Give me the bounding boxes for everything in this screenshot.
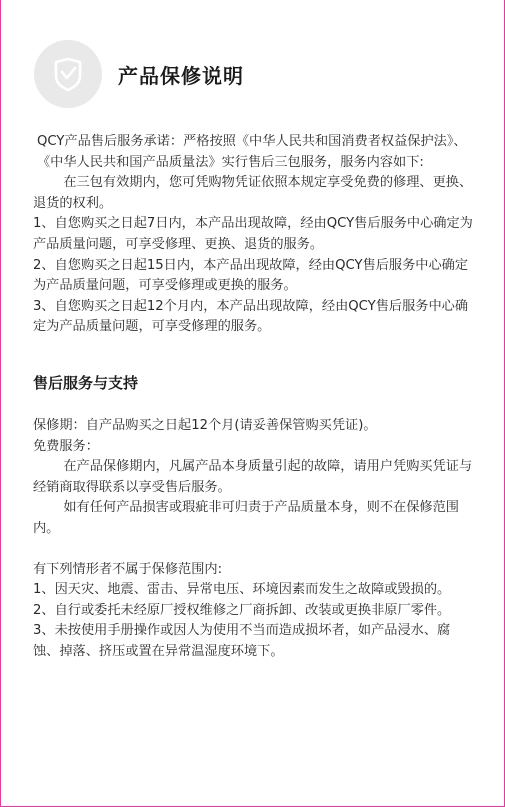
commitment-item: 3、自您购买之日起12个月内，本产品出现故障，经由QCY售后服务中心确定为产品质量问题，可享受修理的服务。	[33, 298, 469, 335]
commitment-lead: 在三包有效期内，您可凭购物凭证依照本规定享受免费的修理、更换、退货的权利。	[33, 175, 473, 211]
exclusion-item: 2、自行或委托未经原厂授权维修之厂商拆卸、改装或更换非原厂零件。	[33, 602, 451, 618]
shield-check-icon	[34, 40, 102, 108]
exclusion-item: 1、因天灾、地震、雷击、异常电压、环境因素而发生之故障或毁损的。	[33, 582, 451, 598]
exclusion-intro: 有下列情形者不属于保修范围内:	[33, 561, 223, 577]
section-title: 售后服务与支持	[33, 373, 139, 392]
free-service-label: 免费服务：	[33, 438, 99, 454]
exclusion-item: 3、未按使用手册操作或因人为使用不当而造成损坏者，如产品浸水、腐蚀、掉落、挤压或置在异常温湿度环境下。	[33, 623, 451, 659]
page-header	[34, 40, 244, 108]
warranty-period: 保修期：自产品购买之日起12个月(请妥善保管购买凭证)。	[33, 417, 377, 433]
commitment-item: 2、自您购买之日起15日内，本产品出现故障，经由QCY售后服务中心确定为产品质量问题，可享受修理或更换的服务。	[33, 257, 469, 294]
free-service-paragraph: 如有任何产品损害或瑕疵非可归责于产品质量本身，则不在保修范围内。	[33, 500, 459, 536]
page-title: 产品保修说明	[118, 63, 244, 88]
commitment-intro: QCY产品售后服务承诺：严格按照《中华人民共和国消费者权益保护法》、《中华人民共和国产品质量法》实行售后三包服务，服务内容如下:	[37, 134, 467, 170]
warranty-content	[33, 132, 473, 662]
free-service-paragraph: 在产品保修期内，凡属产品本身质量引起的故障，请用户凭购买凭证与经销商取得联系以享受售后服务。	[33, 459, 473, 495]
commitment-item: 1、自您购买之日起7日内，本产品出现故障，经由QCY售后服务中心确定为产品质量问题，可享受修理、更换、退货的服务。	[33, 216, 473, 252]
